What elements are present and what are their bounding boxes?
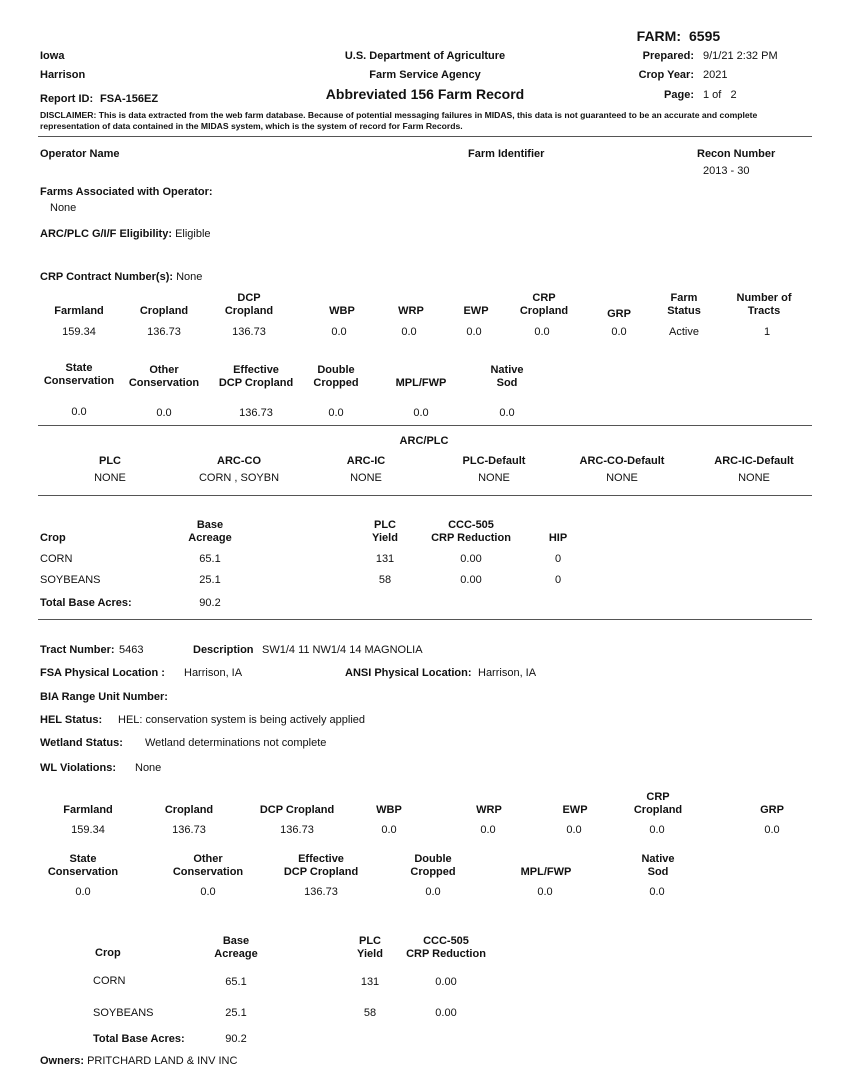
tract-t1-header: WRP (476, 804, 502, 816)
farm-t1-header: WBP (329, 305, 355, 317)
farm-t2-header: Native Sod (490, 364, 524, 389)
tract-t2-cell: 136.73 (304, 886, 338, 898)
crp-contracts (40, 271, 202, 284)
wetland-status-label: Wetland Status: (40, 737, 123, 749)
crop-t2-cell: 0.00 (435, 976, 457, 988)
tract-t1-header: Cropland (164, 804, 214, 816)
owners-label: Owners: (40, 1055, 85, 1067)
arc-plc-header: PLC-Default (462, 455, 526, 467)
crop-t1-header: CCC-505 CRP Reduction (431, 519, 511, 544)
tract-t2-header: Double Cropped (410, 853, 456, 878)
farm-t1-header: GRP (607, 308, 631, 320)
crop-t1-cell: 0 (554, 553, 562, 565)
tract-t2-cell: 0.0 (649, 886, 665, 898)
farm-t2-cell: 0.0 (71, 406, 87, 418)
crop-t1-header: Base Acreage (188, 519, 232, 544)
crp-contracts-label: CRP Contract Number(s): (40, 271, 174, 283)
tract-t1-cell: 159.34 (71, 824, 105, 836)
tract-t2-header: Other Conservation (172, 853, 244, 878)
crop-t1-cell: SOYBEANS (40, 574, 101, 586)
report-id: FSA-156EZ (100, 93, 159, 105)
arc-plc-header: ARC-IC-Default (714, 455, 794, 467)
crop-t1-cell: 0.00 (460, 553, 482, 565)
arc-plc-cell: NONE (738, 472, 770, 484)
tract-t2-cell: 0.0 (425, 886, 441, 898)
farm-t2-cell: 0.0 (413, 407, 429, 419)
farm-t1-header: Farmland (54, 305, 104, 317)
hel-status-label: HEL Status: (40, 714, 103, 726)
farm-t1-header: Number of Tracts (736, 292, 792, 317)
crop-t1-total-value: 90.2 (199, 597, 221, 609)
arc-plc-cell: NONE (478, 472, 510, 484)
divider (38, 425, 812, 426)
wetland-status: Wetland determinations not complete (145, 737, 327, 749)
divider (38, 136, 812, 137)
tract-number: 5463 (119, 644, 144, 656)
farm-t1-cell: 136.73 (147, 326, 181, 338)
tract-t1-cell: 0.0 (649, 824, 665, 836)
farm-t1-cell: 159.34 (62, 326, 96, 338)
crop-t2-total-label: Total Base Acres: (93, 1033, 185, 1045)
crop-t1-header: Crop (40, 532, 66, 544)
farm-t1-header: Farm Status (667, 292, 701, 317)
crop-t2-cell: CORN (93, 975, 126, 987)
tract-t2-header: Native Sod (641, 853, 675, 878)
recon-number-label: Recon Number (697, 148, 776, 160)
crop-t1-cell: CORN (40, 553, 73, 565)
crop-t1-header: PLC Yield (372, 519, 398, 544)
farm-identifier-label: Farm Identifier (468, 148, 545, 160)
crop-t1-cell: 131 (375, 553, 395, 565)
farm-t1-cell: Active (669, 326, 699, 338)
arc-plc-cell: NONE (350, 472, 382, 484)
farm-t1-cell: 1 (763, 326, 771, 338)
fsa-location-label: FSA Physical Location : (40, 667, 165, 679)
page-number: 1 of 2 (703, 89, 737, 101)
tract-t2-cell: 0.0 (200, 886, 216, 898)
farm-t2-header: State Conservation (43, 362, 115, 387)
crop-t1-cell: 58 (378, 574, 392, 586)
farm-t2-header: Effective DCP Cropland (218, 364, 294, 389)
crop-year-value: 2021 (703, 69, 728, 81)
farm-t1-cell: 0.0 (401, 326, 417, 338)
arc-eligibility-value: Eligible (175, 228, 211, 240)
crop-t2-cell: 58 (363, 1007, 377, 1019)
divider (38, 495, 812, 496)
tract-t1-header: DCP Cropland (259, 804, 335, 816)
farm-t1-cell: 0.0 (611, 326, 627, 338)
ansi-location-label: ANSI Physical Location: (345, 667, 472, 679)
operator-name-label: Operator Name (40, 148, 120, 160)
farm-t1-cell: 136.73 (232, 326, 266, 338)
arc-plc-title: ARC/PLC (399, 435, 449, 447)
wl-violations: None (135, 762, 162, 774)
state: Iowa (40, 50, 65, 62)
tract-desc-label: Description (193, 644, 254, 656)
tract-t1-header: GRP (760, 804, 784, 816)
tract-t1-header: WBP (376, 804, 402, 816)
arc-eligibility (40, 228, 211, 241)
tract-t1-header: EWP (562, 804, 588, 816)
arc-plc-cell: NONE (606, 472, 638, 484)
crp-contracts-value: None (176, 271, 203, 283)
farm-number: 6595 (689, 28, 721, 44)
farm-t2-header: Other Conservation (128, 364, 200, 389)
farm-t1-cell: 0.0 (466, 326, 482, 338)
owners (40, 1055, 237, 1068)
tract-t1-cell: 0.0 (764, 824, 780, 836)
arc-eligibility-label: ARC/PLC G/I/F Eligibility: (40, 228, 172, 240)
agency-name: Farm Service Agency (369, 69, 481, 81)
bia-label: BIA Range Unit Number: (40, 691, 168, 703)
tract-t2-header: Effective DCP Cropland (283, 853, 359, 878)
tract-t1-cell: 0.0 (566, 824, 582, 836)
tract-t2-cell: 0.0 (537, 886, 553, 898)
crop-t2-cell: 0.00 (435, 1007, 457, 1019)
recon-number-value: 2013 - 30 (703, 165, 750, 177)
owners-value: PRITCHARD LAND & INV INC (87, 1055, 238, 1067)
farm-t1-header: EWP (463, 305, 489, 317)
ansi-location: Harrison, IA (478, 667, 537, 679)
tract-t1-cell: 136.73 (280, 824, 314, 836)
farm-t2-cell: 136.73 (239, 407, 273, 419)
fsa-location: Harrison, IA (184, 667, 243, 679)
crop-t1-cell: 25.1 (199, 574, 221, 586)
farm-t1-header: WRP (398, 305, 424, 317)
farm-label: FARM: (636, 28, 681, 44)
arc-plc-header: ARC-CO (217, 455, 261, 467)
county: Harrison (40, 69, 86, 81)
tract-desc: SW1/4 11 NW1/4 14 MAGNOLIA (262, 644, 423, 656)
farm-t2-cell: 0.0 (156, 407, 172, 419)
farm-t2-header: MPL/FWP (395, 377, 447, 389)
dept-name: U.S. Department of Agriculture (344, 50, 506, 62)
farm-t1-cell: 0.0 (331, 326, 347, 338)
crop-t2-cell: 65.1 (225, 976, 247, 988)
farm-t1-header: CRP Cropland (519, 292, 569, 317)
disclaimer: DISCLAIMER: This is data extracted from the web farm database. Because of potential messaging failures in MIDAS, this data is not guaranteed to be an accurate and complete representation of data contained in the MIDAS system, which is the system of record for Farm Records. (40, 110, 758, 131)
crop-year-label: Crop Year: (638, 69, 694, 81)
crop-t2-total-value: 90.2 (225, 1033, 247, 1045)
farm-t1-cell: 0.0 (534, 326, 550, 338)
crop-t2-header: PLC Yield (357, 935, 383, 960)
tract-t2-cell: 0.0 (75, 886, 91, 898)
report-id-label: Report ID: (40, 93, 94, 105)
tract-number-label: Tract Number: (40, 644, 115, 656)
crop-t1-cell: 0.00 (460, 574, 482, 586)
tract-t1-cell: 0.0 (381, 824, 397, 836)
crop-t2-cell: SOYBEANS (93, 1007, 154, 1019)
page-label: Page: (664, 89, 694, 101)
farm-t2-cell: 0.0 (499, 407, 515, 419)
crop-t1-cell: 65.1 (199, 553, 221, 565)
crop-t1-cell: 0 (554, 574, 562, 586)
arc-plc-header: ARC-IC (346, 455, 386, 467)
tract-t1-header: CRP Cropland (633, 791, 683, 816)
hel-status: HEL: conservation system is being actively applied (118, 714, 366, 726)
arc-plc-header: ARC-CO-Default (579, 455, 665, 467)
crop-t1-header: HIP (548, 532, 568, 544)
arc-plc-header: PLC (99, 455, 121, 467)
arc-plc-cell: CORN , SOYBN (198, 472, 280, 484)
tract-t2-header: State Conservation (47, 853, 119, 878)
arc-plc-cell: NONE (94, 472, 126, 484)
crop-t2-header: Crop (95, 947, 121, 959)
crop-t2-cell: 25.1 (225, 1007, 247, 1019)
crop-t2-header: Base Acreage (214, 935, 258, 960)
farm-t1-header: Cropland (139, 305, 189, 317)
farm-t1-header: DCP Cropland (224, 292, 274, 317)
tract-t1-cell: 0.0 (480, 824, 496, 836)
tract-t1-header: Farmland (63, 804, 113, 816)
prepared-label: Prepared: (642, 50, 694, 62)
farm-t2-cell: 0.0 (328, 407, 344, 419)
crop-t1-total-label: Total Base Acres: (40, 597, 132, 609)
farms-assoc-value: None (50, 202, 77, 214)
farm-t2-header: Double Cropped (313, 364, 359, 389)
farms-assoc-label: Farms Associated with Operator: (40, 186, 213, 198)
page-title: Abbreviated 156 Farm Record (325, 86, 525, 102)
tract-t1-cell: 136.73 (172, 824, 206, 836)
crop-t2-cell: 131 (360, 976, 380, 988)
wl-violations-label: WL Violations: (40, 762, 116, 774)
tract-t2-header: MPL/FWP (520, 866, 572, 878)
crop-t2-header: CCC-505 CRP Reduction (406, 935, 486, 960)
divider (38, 619, 812, 620)
prepared-value: 9/1/21 2:32 PM (703, 50, 778, 62)
